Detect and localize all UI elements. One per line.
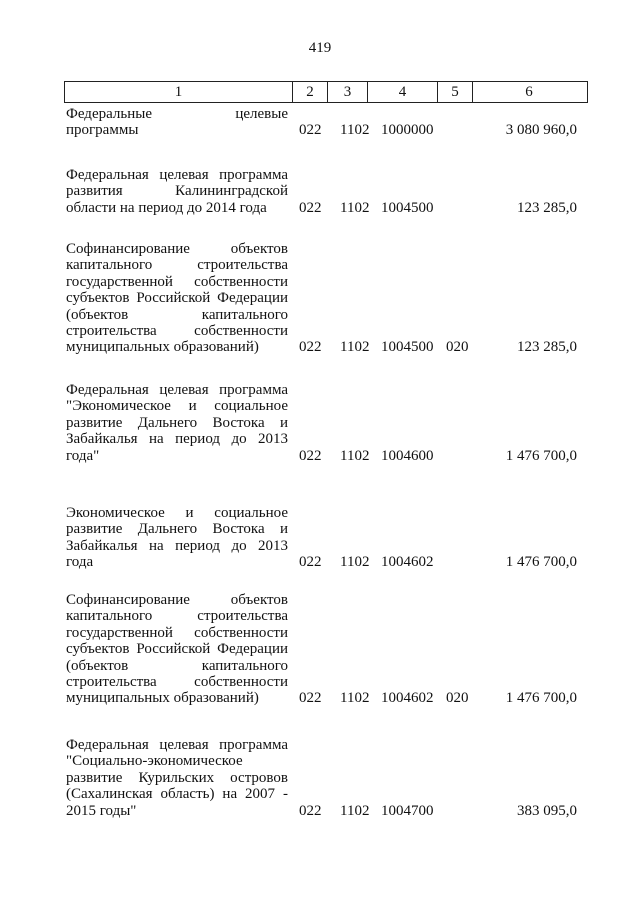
cell-c3: 1102 (340, 339, 370, 356)
header-col-1: 1 (174, 84, 183, 100)
row-description (66, 106, 288, 139)
description-line: Федеральные целевые (66, 106, 288, 122)
cell-c4: 1004500 (381, 339, 434, 356)
cell-c3: 1102 (340, 199, 370, 216)
cell-c2: 022 (299, 447, 322, 464)
cell-c3: 1102 (340, 802, 370, 819)
cell-c2: 022 (299, 554, 322, 571)
cell-c3: 1102 (340, 690, 370, 707)
description-line: субъектов Российской Федерации (66, 641, 288, 658)
cell-c2: 022 (299, 802, 322, 819)
description-line: Федеральная целевая программа (66, 737, 288, 753)
description-line: области на период до 2014 года (66, 199, 267, 216)
description-line: строительства собственности (66, 323, 288, 340)
description-line: развития Калининградской (66, 183, 288, 200)
description-line: года (66, 554, 94, 571)
description-line: (объектов капитального (66, 657, 288, 674)
description-line: государственной собственности (66, 273, 288, 290)
description-line: 2015 годы" (66, 802, 137, 819)
header-col-6: 6 (472, 82, 585, 102)
cell-c6: 123 285,0 (517, 199, 577, 216)
description-line: Забайкалья на период до 2013 (66, 537, 288, 554)
description-line: капитального строительства (66, 257, 288, 274)
description-line: Федеральная целевая программа (66, 167, 288, 183)
description-line: развитие Курильских островов (66, 769, 288, 786)
row-description (66, 382, 288, 464)
cell-c6: 1 476 700,0 (505, 690, 577, 707)
header-col-4: 4 (367, 82, 437, 102)
description-line: "Социально-экономическое (66, 753, 243, 770)
cell-c5: 020 (446, 339, 469, 356)
cell-c4: 1004602 (381, 554, 434, 571)
cell-c4: 1004500 (381, 199, 434, 216)
cell-c3: 1102 (340, 554, 370, 571)
cell-c3: 1102 (340, 447, 370, 464)
description-line: развитие Дальнего Востока и (66, 414, 288, 431)
description-line: "Экономическое и социальное (66, 398, 288, 415)
cell-c6: 3 080 960,0 (505, 122, 577, 139)
cell-c2: 022 (299, 122, 322, 139)
description-line: (Сахалинская область) на 2007 - (66, 786, 288, 803)
cell-c2: 022 (299, 339, 322, 356)
row-description (66, 505, 288, 571)
description-line: программы (66, 122, 139, 139)
description-line: Софинансирование объектов (66, 241, 288, 257)
description-line: Экономическое и социальное (66, 505, 288, 521)
cell-c4: 1004700 (381, 802, 434, 819)
description-line: субъектов Российской Федерации (66, 290, 288, 307)
row-description (66, 241, 288, 356)
cell-c6: 383 095,0 (517, 802, 577, 819)
description-line: (объектов капитального (66, 306, 288, 323)
description-line: государственной собственности (66, 624, 288, 641)
description-line: капитального строительства (66, 608, 288, 625)
description-line: Забайкалья на период до 2013 (66, 431, 288, 448)
cell-c2: 022 (299, 690, 322, 707)
table-header (64, 81, 588, 103)
cell-c6: 1 476 700,0 (505, 447, 577, 464)
cell-c2: 022 (299, 199, 322, 216)
description-line: года" (66, 447, 100, 464)
description-line: Федеральная целевая программа (66, 382, 288, 398)
row-description (66, 737, 288, 819)
header-col-2: 2 (292, 82, 327, 102)
description-line: строительства собственности (66, 674, 288, 691)
header-col-5: 5 (437, 82, 472, 102)
page-number: 419 (308, 40, 332, 56)
row-description (66, 592, 288, 707)
description-line: муниципальных образований) (66, 690, 259, 707)
cell-c5: 020 (446, 690, 469, 707)
row-description (66, 167, 288, 216)
cell-c4: 1000000 (381, 122, 434, 139)
description-line: Софинансирование объектов (66, 592, 288, 608)
description-line: развитие Дальнего Востока и (66, 521, 288, 538)
cell-c6: 1 476 700,0 (505, 554, 577, 571)
cell-c4: 1004600 (381, 447, 434, 464)
cell-c3: 1102 (340, 122, 370, 139)
header-col-3: 3 (327, 82, 367, 102)
cell-c6: 123 285,0 (517, 339, 577, 356)
cell-c4: 1004602 (381, 690, 434, 707)
description-line: муниципальных образований) (66, 339, 259, 356)
